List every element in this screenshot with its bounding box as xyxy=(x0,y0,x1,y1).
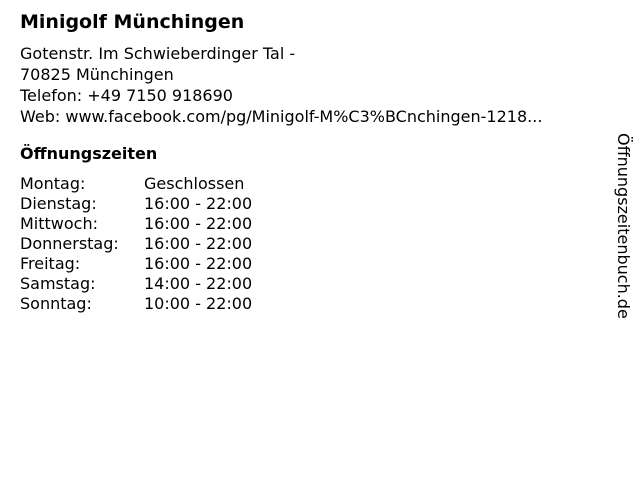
address-line-street: Gotenstr. Im Schwieberdinger Tal - xyxy=(20,44,296,63)
address-line-city: 70825 Münchingen xyxy=(20,65,174,84)
day-label: Samstag: xyxy=(20,274,96,293)
time-value: 16:00 - 22:00 xyxy=(144,194,253,213)
day-label: Mittwoch: xyxy=(20,214,98,233)
website-link[interactable]: Web: www.facebook.com/pg/Minigolf-M%C3%BCnchingen-1218... xyxy=(20,107,543,126)
business-name: Minigolf Münchingen xyxy=(20,11,245,33)
time-value: 10:00 - 22:00 xyxy=(144,294,253,313)
time-value: 14:00 - 22:00 xyxy=(144,274,253,293)
day-label: Freitag: xyxy=(20,254,81,273)
time-value: 16:00 - 22:00 xyxy=(144,234,253,253)
opening-hours-heading: Öffnungszeiten xyxy=(20,144,158,163)
day-label: Dienstag: xyxy=(20,194,97,213)
time-value: 16:00 - 22:00 xyxy=(144,254,253,273)
phone-number: Telefon: +49 7150 918690 xyxy=(20,86,233,105)
time-value: 16:00 - 22:00 xyxy=(144,214,253,233)
site-watermark: Öffnungszeitenbuch.de xyxy=(614,133,633,319)
day-label: Montag: xyxy=(20,174,86,193)
time-value: Geschlossen xyxy=(144,174,245,193)
business-info xyxy=(20,43,542,127)
day-label: Donnerstag: xyxy=(20,234,119,253)
day-label: Sonntag: xyxy=(20,294,92,313)
